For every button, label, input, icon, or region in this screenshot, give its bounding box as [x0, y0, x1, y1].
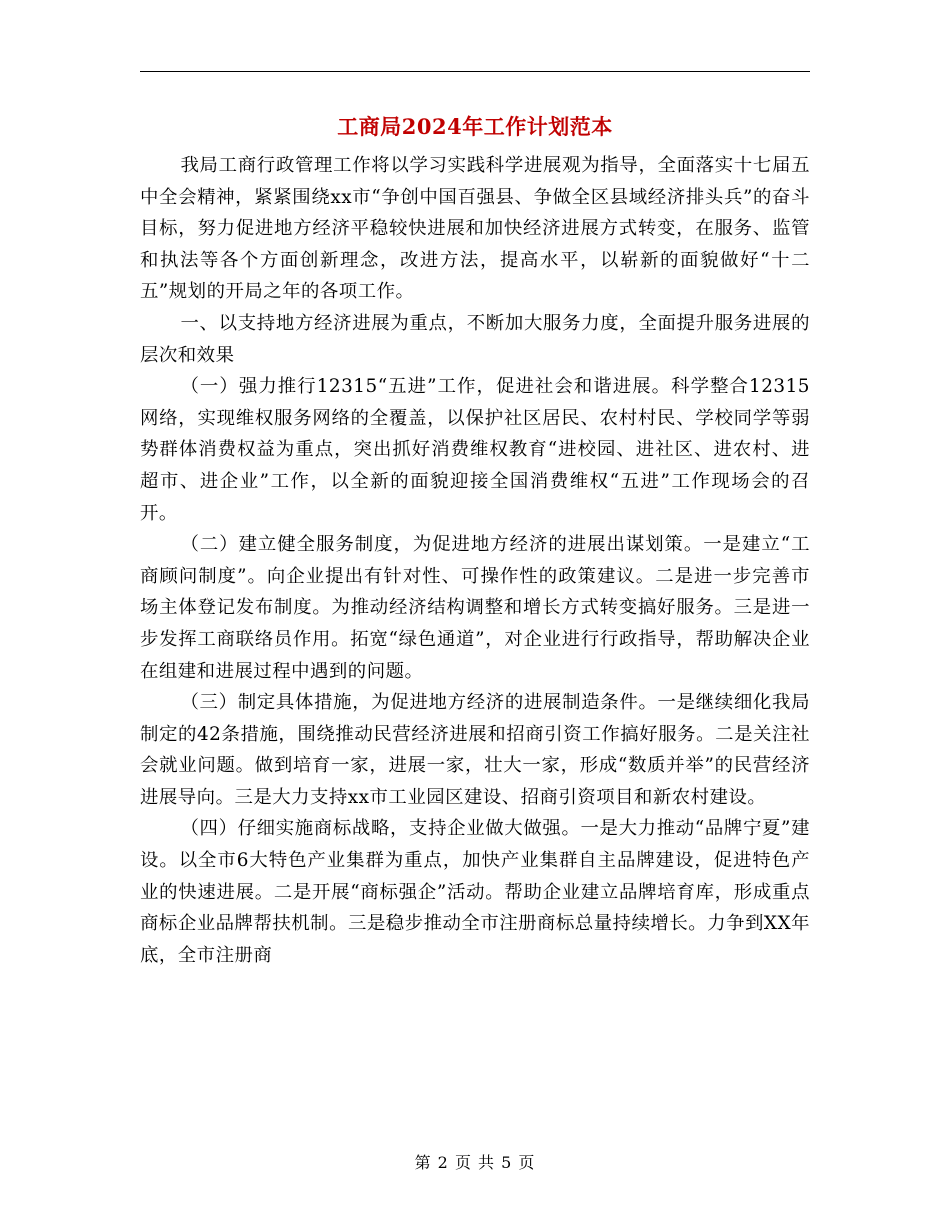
header-rule: [140, 71, 810, 72]
paragraph-item-1: （一）强力推行12315“五进”工作，促进社会和谐进展。科学整合12315网络，实现维权服务网络的全覆盖，以保护社区居民、农村村民、学校同学等弱势群体消费权益为重点，突出抓好消费维权教育“进校园、进社区、进农村、进超市、进企业”工作，以全新的面貌迎接全国消费维权“五进”工作现场会的召开。: [140, 376, 810, 524]
paragraph-intro: 我局工商行政管理工作将以学习实践科学进展观为指导，全面落实十七届五中全会精神，紧紧围绕xx市“争创中国百强县、争做全区县域经济排头兵”的奋斗目标，努力促进地方经济平稳较快进展和加快经济进展方式转变，在服务、监管和执法等各个方面创新理念，改进方法，提高水平，以崭新的面貌做好“十二五”规划的开局之年的各项工作。: [140, 155, 810, 303]
document-title: 工商局2024年工作计划范本: [337, 114, 613, 139]
page-number: 第 2 页 共 5 页: [414, 1153, 536, 1172]
paragraph-item-4: （四）仔细实施商标战略，支持企业做大做强。一是大力推动“品牌宁夏”建设。以全市6大特色产业集群为重点，加快产业集群自主品牌建设，促进特色产业的快速进展。二是开展“商标强企”活动。帮助企业建立品牌培育库，形成重点商标企业品牌帮扶机制。三是稳步推动全市注册商标总量持续增长。力争到XX年底，全市注册商: [140, 818, 810, 966]
document-body: [140, 150, 810, 971]
paragraph-item-2: （二）建立健全服务制度，为促进地方经济的进展出谋划策。一是建立“工商顾问制度”。向企业提出有针对性、可操作性的政策建议。二是进一步完善市场主体登记发布制度。为推动经济结构调整和增长方式转变搞好服务。三是进一步发挥工商联络员作用。拓宽“绿色通道”，对企业进行行政指导，帮助解决企业在组建和进展过程中遇到的问题。: [140, 534, 810, 682]
section-heading-1: 一、以支持地方经济进展为重点，不断加大服务力度，全面提升服务进展的层次和效果: [140, 312, 810, 366]
paragraph-item-3: （三）制定具体措施，为促进地方经济的进展制造条件。一是继续细化我局制定的42条措施，围绕推动民营经济进展和招商引资工作搞好服务。二是关注社会就业问题。做到培育一家，进展一家，壮大一家，形成“数质并举”的民营经济进展导向。三是大力支持xx市工业园区建设、招商引资项目和新农村建设。: [140, 692, 810, 808]
